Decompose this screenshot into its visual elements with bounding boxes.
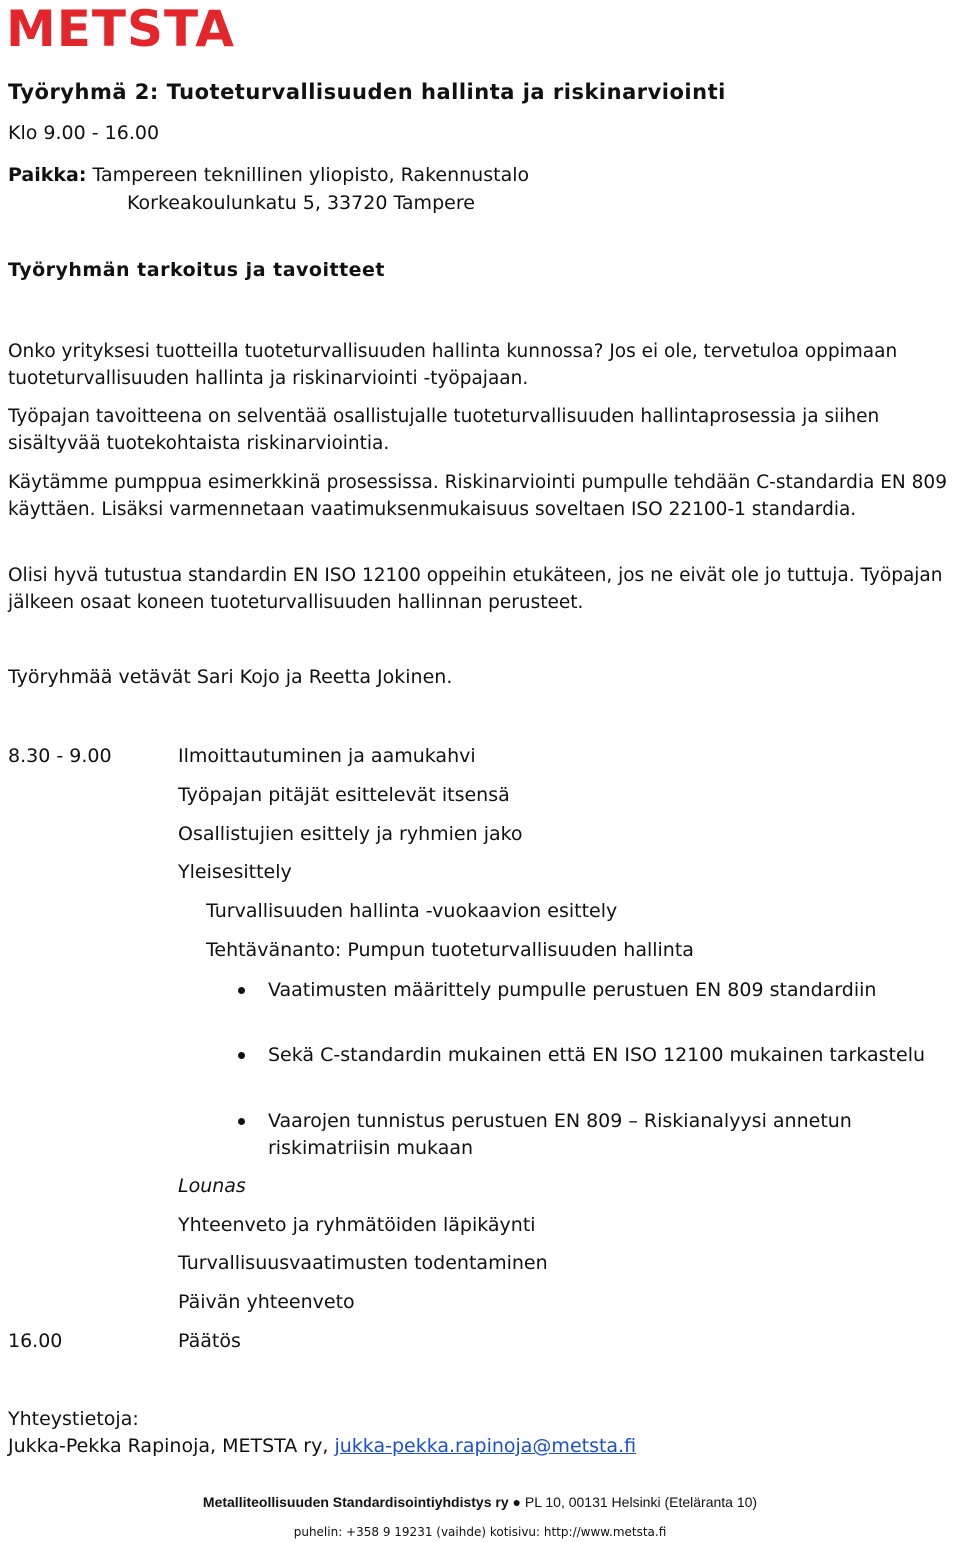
contact-email-link[interactable]: jukka-pekka.rapinoja@metsta.fi bbox=[334, 1435, 637, 1457]
place-line bbox=[8, 164, 529, 186]
paragraph-4: Olisi hyvä tutustua standardin EN ISO 12100 oppeihin etukäteen, jos ne eivät ole jo tuttuja. Työpajan jälkeen osaat koneen tuoteturvallisuuden hallinnan perusteet. bbox=[8, 565, 943, 613]
start-time: 8.30 - 9.00 bbox=[8, 745, 112, 767]
end-time: 16.00 bbox=[8, 1330, 63, 1352]
bullet-icon bbox=[238, 1052, 245, 1059]
schedule-item: Ilmoittautuminen ja aamukahvi bbox=[178, 745, 476, 767]
purpose-heading: Työryhmän tarkoitus ja tavoitteet bbox=[8, 259, 386, 281]
schedule-item: Päätös bbox=[178, 1330, 241, 1352]
bullet-text: Vaarojen tunnistus perustuen EN 809 – Riskianalyysi annetun riskimatriisin mukaan bbox=[268, 1110, 852, 1159]
schedule-subitem: Tehtävänanto: Pumpun tuoteturvallisuuden hallinta bbox=[206, 939, 694, 961]
schedule-subitem: Turvallisuuden hallinta -vuokaavion esittely bbox=[206, 900, 618, 922]
bullet-icon bbox=[238, 987, 245, 994]
contact-label: Yhteystietoja: bbox=[8, 1408, 139, 1430]
schedule-item: Työpajan pitäjät esittelevät itsensä bbox=[178, 784, 510, 806]
footer-separator-dot-icon: ● bbox=[512, 1494, 521, 1510]
time-line: Klo 9.00 - 16.00 bbox=[8, 122, 160, 144]
place-label: Paikka: bbox=[8, 164, 87, 186]
paragraph-2: Työpajan tavoitteena on selventää osallistujalle tuoteturvallisuuden hallintaprosessia ja siihen sisältyvää tuotekohtaista riskinarviointia. bbox=[8, 406, 880, 454]
contact-line bbox=[8, 1435, 636, 1457]
page-title: Työryhmä 2: Tuoteturvallisuuden hallinta ja riskinarviointi bbox=[8, 80, 726, 104]
footer-org: Metalliteollisuuden Standardisointiyhdistys ry bbox=[202, 1494, 509, 1510]
contact-person: Jukka-Pekka Rapinoja, METSTA ry, bbox=[8, 1435, 329, 1457]
schedule-item: Osallistujien esittely ja ryhmien jako bbox=[178, 823, 523, 845]
footer-contact-line: puhelin: +358 9 19231 (vaihde) kotisivu: http://www.metsta.fi bbox=[293, 1525, 667, 1539]
place-address-2: Korkeakoulunkatu 5, 33720 Tampere bbox=[127, 192, 475, 214]
footer-address: PL 10, 00131 Helsinki (Eteläranta 10) bbox=[524, 1494, 758, 1510]
footer-org-line bbox=[0, 1494, 960, 1510]
bullet-icon bbox=[238, 1118, 245, 1125]
paragraph-1: Onko yrityksesi tuotteilla tuoteturvallisuuden hallinta kunnossa? Jos ei ole, tervetuloa oppimaan tuoteturvallisuuden hallinta ja riskinarviointi -työpajaan. bbox=[8, 341, 898, 389]
schedule-item: Yleisesittely bbox=[178, 861, 292, 883]
schedule-item: Yhteenveto ja ryhmätöiden läpikäynti bbox=[178, 1214, 536, 1236]
place-address-1: Tampereen teknillinen yliopisto, Rakennustalo bbox=[92, 164, 530, 186]
lunch-item: Lounas bbox=[178, 1175, 246, 1197]
metsta-logo: METSTA bbox=[6, 0, 235, 58]
bullet-text: Vaatimusten määrittely pumpulle perustuen EN 809 standardiin bbox=[268, 979, 877, 1001]
paragraph-3: Käytämme pumppua esimerkkinä prosessissa. Riskinarviointi pumpulle tehdään C-standardia EN 809 käyttäen. Lisäksi varmennetaan vaatimuksenmukaisuus soveltaen ISO 22100-1 standardia. bbox=[8, 472, 947, 520]
bullet-text: Sekä C-standardin mukainen että EN ISO 12100 mukainen tarkastelu bbox=[268, 1044, 926, 1066]
schedule-item: Turvallisuusvaatimusten todentaminen bbox=[178, 1252, 548, 1274]
leaders-line: Työryhmää vetävät Sari Kojo ja Reetta Jokinen. bbox=[8, 666, 453, 688]
schedule-item: Päivän yhteenveto bbox=[178, 1291, 355, 1313]
